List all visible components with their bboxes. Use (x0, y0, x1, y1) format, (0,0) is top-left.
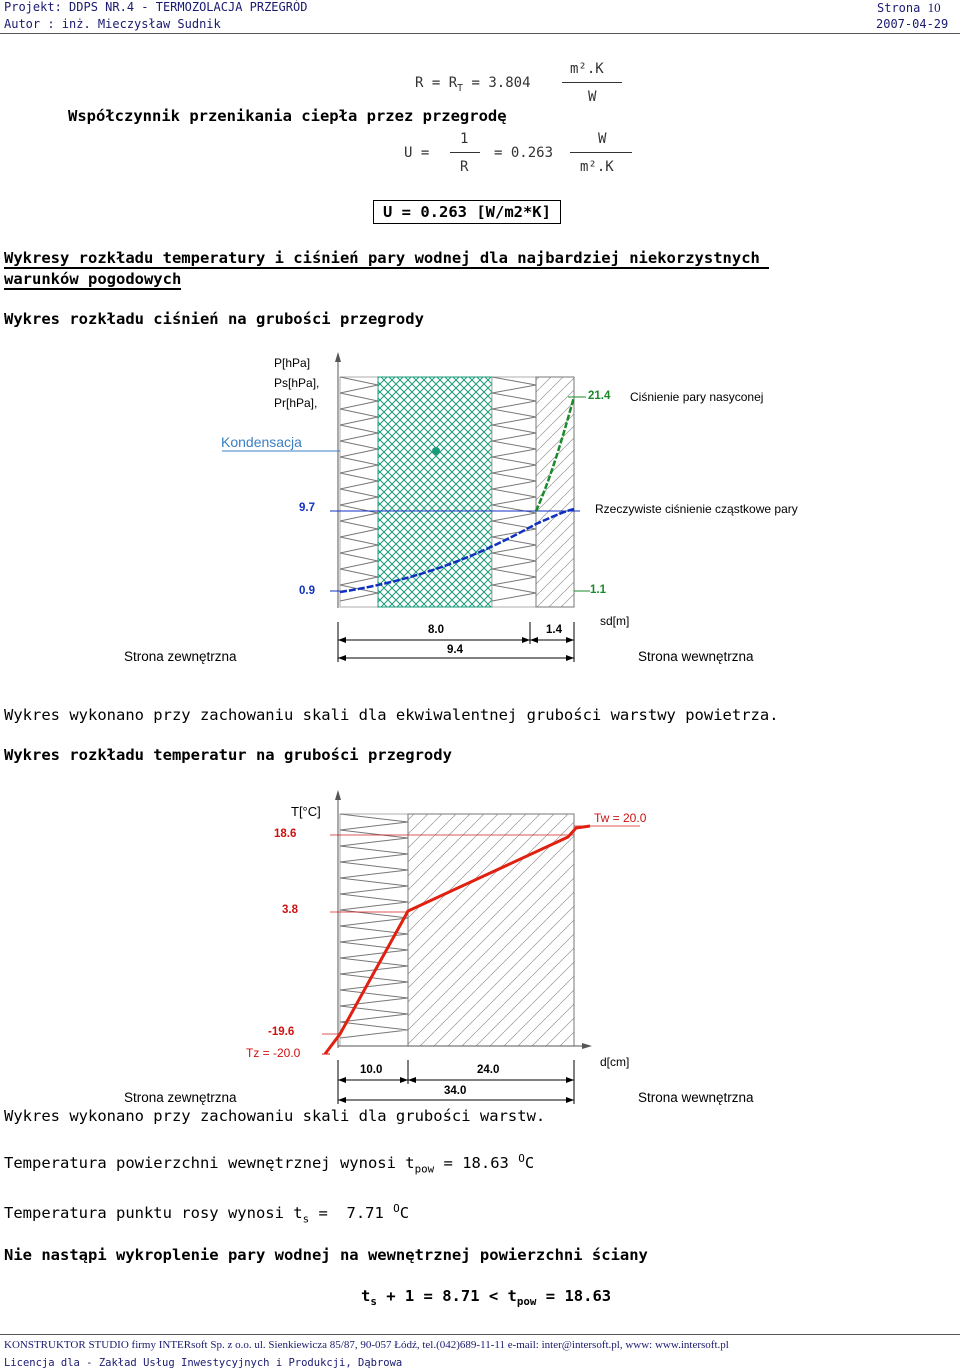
tick-3-8: 3.8 (282, 904, 298, 916)
pressure-chart (0, 340, 960, 680)
section-heading (4, 248, 769, 290)
check-tpow-sub: pow (516, 1295, 537, 1309)
check-inequality (361, 1287, 611, 1308)
saturation-series-label: Ciśnienie pary nasyconej (630, 390, 764, 404)
temp-side-inner: Strona wewnętrzna (638, 1090, 754, 1105)
tick-18-6: 18.6 (274, 828, 297, 840)
tw-label: Tw = 20.0 (594, 811, 647, 825)
temperature-chart (0, 780, 960, 1110)
formula-u-unit-num: W (598, 131, 607, 147)
page-label: Strona (877, 1, 921, 15)
header-divider (0, 33, 960, 34)
footer-license: Licencja dla - Zakład Usług Inwestycyjnych i Produkcji, Dąbrowa (4, 1357, 403, 1369)
unit-c-2: C (399, 1204, 410, 1223)
check-mid: + 1 = 8.71 < t (376, 1287, 517, 1305)
temp-chart-title: Wykres rozkładu temperatur na grubości przegrody (4, 746, 452, 764)
u-heading: Współczynnik przenikania ciepła przez przegrodę (68, 107, 507, 125)
hatched-layer (378, 377, 492, 607)
surface-temp-sub: pow (414, 1162, 435, 1176)
condensation-label: Kondensacja (221, 434, 302, 450)
formula-u-mid: = 0.263 (494, 145, 554, 161)
y-axis-label-ps: Ps[hPa], (274, 376, 320, 390)
date: 2007-04-29 (876, 17, 949, 31)
temp-masonry-layer (408, 814, 574, 1046)
pressure-side-outer: Strona zewnętrzna (124, 649, 237, 664)
project-title: Projekt: DDPS NR.4 - TERMOZOLACJA PRZEGRÓD (4, 0, 308, 14)
pressure-note: Wykres wykonano przy zachowaniu skali dla ekwiwalentnej grubości warstwy powietrza. (4, 706, 779, 724)
pressure-y-axis-label (274, 353, 319, 413)
formula-r (415, 75, 531, 94)
formula-u-line-2 (570, 152, 632, 153)
masonry-layer (536, 377, 574, 607)
temp-segment-2: 24.0 (477, 1064, 500, 1076)
unit-c: C (524, 1154, 535, 1173)
tz-label: Tz = -20.0 (246, 1046, 301, 1060)
u-result-box: U = 0.263 [W/m2*K] (373, 200, 561, 224)
section-heading-line2: warunków pogodowych (4, 270, 182, 288)
check-end: = 18.63 (536, 1287, 612, 1305)
check-ts-sub: s (370, 1295, 377, 1309)
temp-side-outer: Strona zewnętrzna (124, 1090, 237, 1105)
y-axis-label-pr: Pr[hPa], (274, 396, 318, 410)
condensation-marker (432, 447, 440, 455)
surface-temp-label: Temperatura powierzchni wewnętrznej wynosi t (4, 1154, 415, 1173)
pressure-layers (340, 377, 574, 607)
footer-company: KONSTRUKTOR STUDIO firmy INTERsoft Sp. z o.o. ul. Sienkiewicza 85/87, 90-057 Łódź, tel.(042)689-11-11 e-mail: inter@intersoft.pl, www: www.intersoft.pl (4, 1339, 729, 1351)
temp-segment-1: 10.0 (360, 1064, 383, 1076)
pressure-segment-2: 1.4 (546, 624, 562, 636)
temp-note: Wykres wykonano przy zachowaniu skali dla grubości warstw. (4, 1107, 546, 1125)
formula-u-num: 1 (460, 131, 469, 147)
temp-y-axis-label: T[°C] (291, 804, 321, 819)
y-axis-label-p: P[hPa] (274, 356, 311, 370)
author: Autor : inż. Mieczysław Sudnik (4, 17, 221, 31)
pressure-segment-1: 8.0 (428, 624, 444, 636)
formula-r-unit-den: W (588, 89, 597, 105)
pressure-x-axis-label: sd[m] (600, 614, 630, 628)
section-heading-line1: Wykresy rozkładu temperatury i ciśnień pary wodnej dla najbardziej niekorzystnych (4, 249, 770, 267)
check-ts: t (361, 1287, 371, 1305)
page-number (877, 0, 941, 16)
tick-1-1: 1.1 (590, 584, 606, 596)
temp-x-axis-label: d[cm] (600, 1055, 630, 1069)
saturation-end-value-num: 21.4 (588, 390, 611, 402)
formula-u-den: R (460, 159, 469, 175)
formula-r-unit-num: m².K (570, 61, 604, 77)
conclusion: Nie nastąpi wykroplenie pary wodnej na wewnętrznej powierzchni ściany (4, 1246, 648, 1264)
formula-u-lhs: U = (404, 145, 430, 161)
saturation-end-value (588, 390, 610, 402)
formula-r-sub: T (457, 82, 464, 94)
tick-9-7: 9.7 (299, 502, 315, 514)
formula-r-lhs: R = R (415, 75, 458, 91)
degree-sign: O (518, 1152, 525, 1165)
pressure-chart-title: Wykres rozkładu ciśnień na grubości przegrody (4, 310, 424, 328)
formula-r-fraction-line (562, 82, 622, 83)
formula-r-rhs: = 3.804 (471, 75, 531, 91)
pressure-side-inner: Strona wewnętrzna (638, 649, 754, 664)
footer-divider (0, 1334, 960, 1335)
tick-minus-19-6: -19.6 (268, 1026, 295, 1038)
surface-temperature-line (4, 1152, 534, 1175)
tick-0-9: 0.9 (299, 585, 315, 597)
partial-series-label: Rzeczywiste ciśnienie cząstkowe pary (595, 502, 798, 516)
dew-label: Temperatura punktu rosy wynosi t (4, 1204, 303, 1223)
page-number-value: 10 (927, 0, 941, 15)
temp-total: 34.0 (444, 1085, 467, 1097)
surface-temp-value: = 18.63 (434, 1154, 519, 1173)
dew-point-line (4, 1202, 409, 1225)
formula-u-line-1 (450, 152, 480, 153)
degree-sign-2: O (393, 1202, 400, 1215)
dew-value: = 7.71 (309, 1204, 394, 1223)
formula-u-unit-den: m².K (580, 159, 614, 175)
dew-sub: s (302, 1212, 310, 1226)
pressure-total: 9.4 (447, 644, 463, 656)
